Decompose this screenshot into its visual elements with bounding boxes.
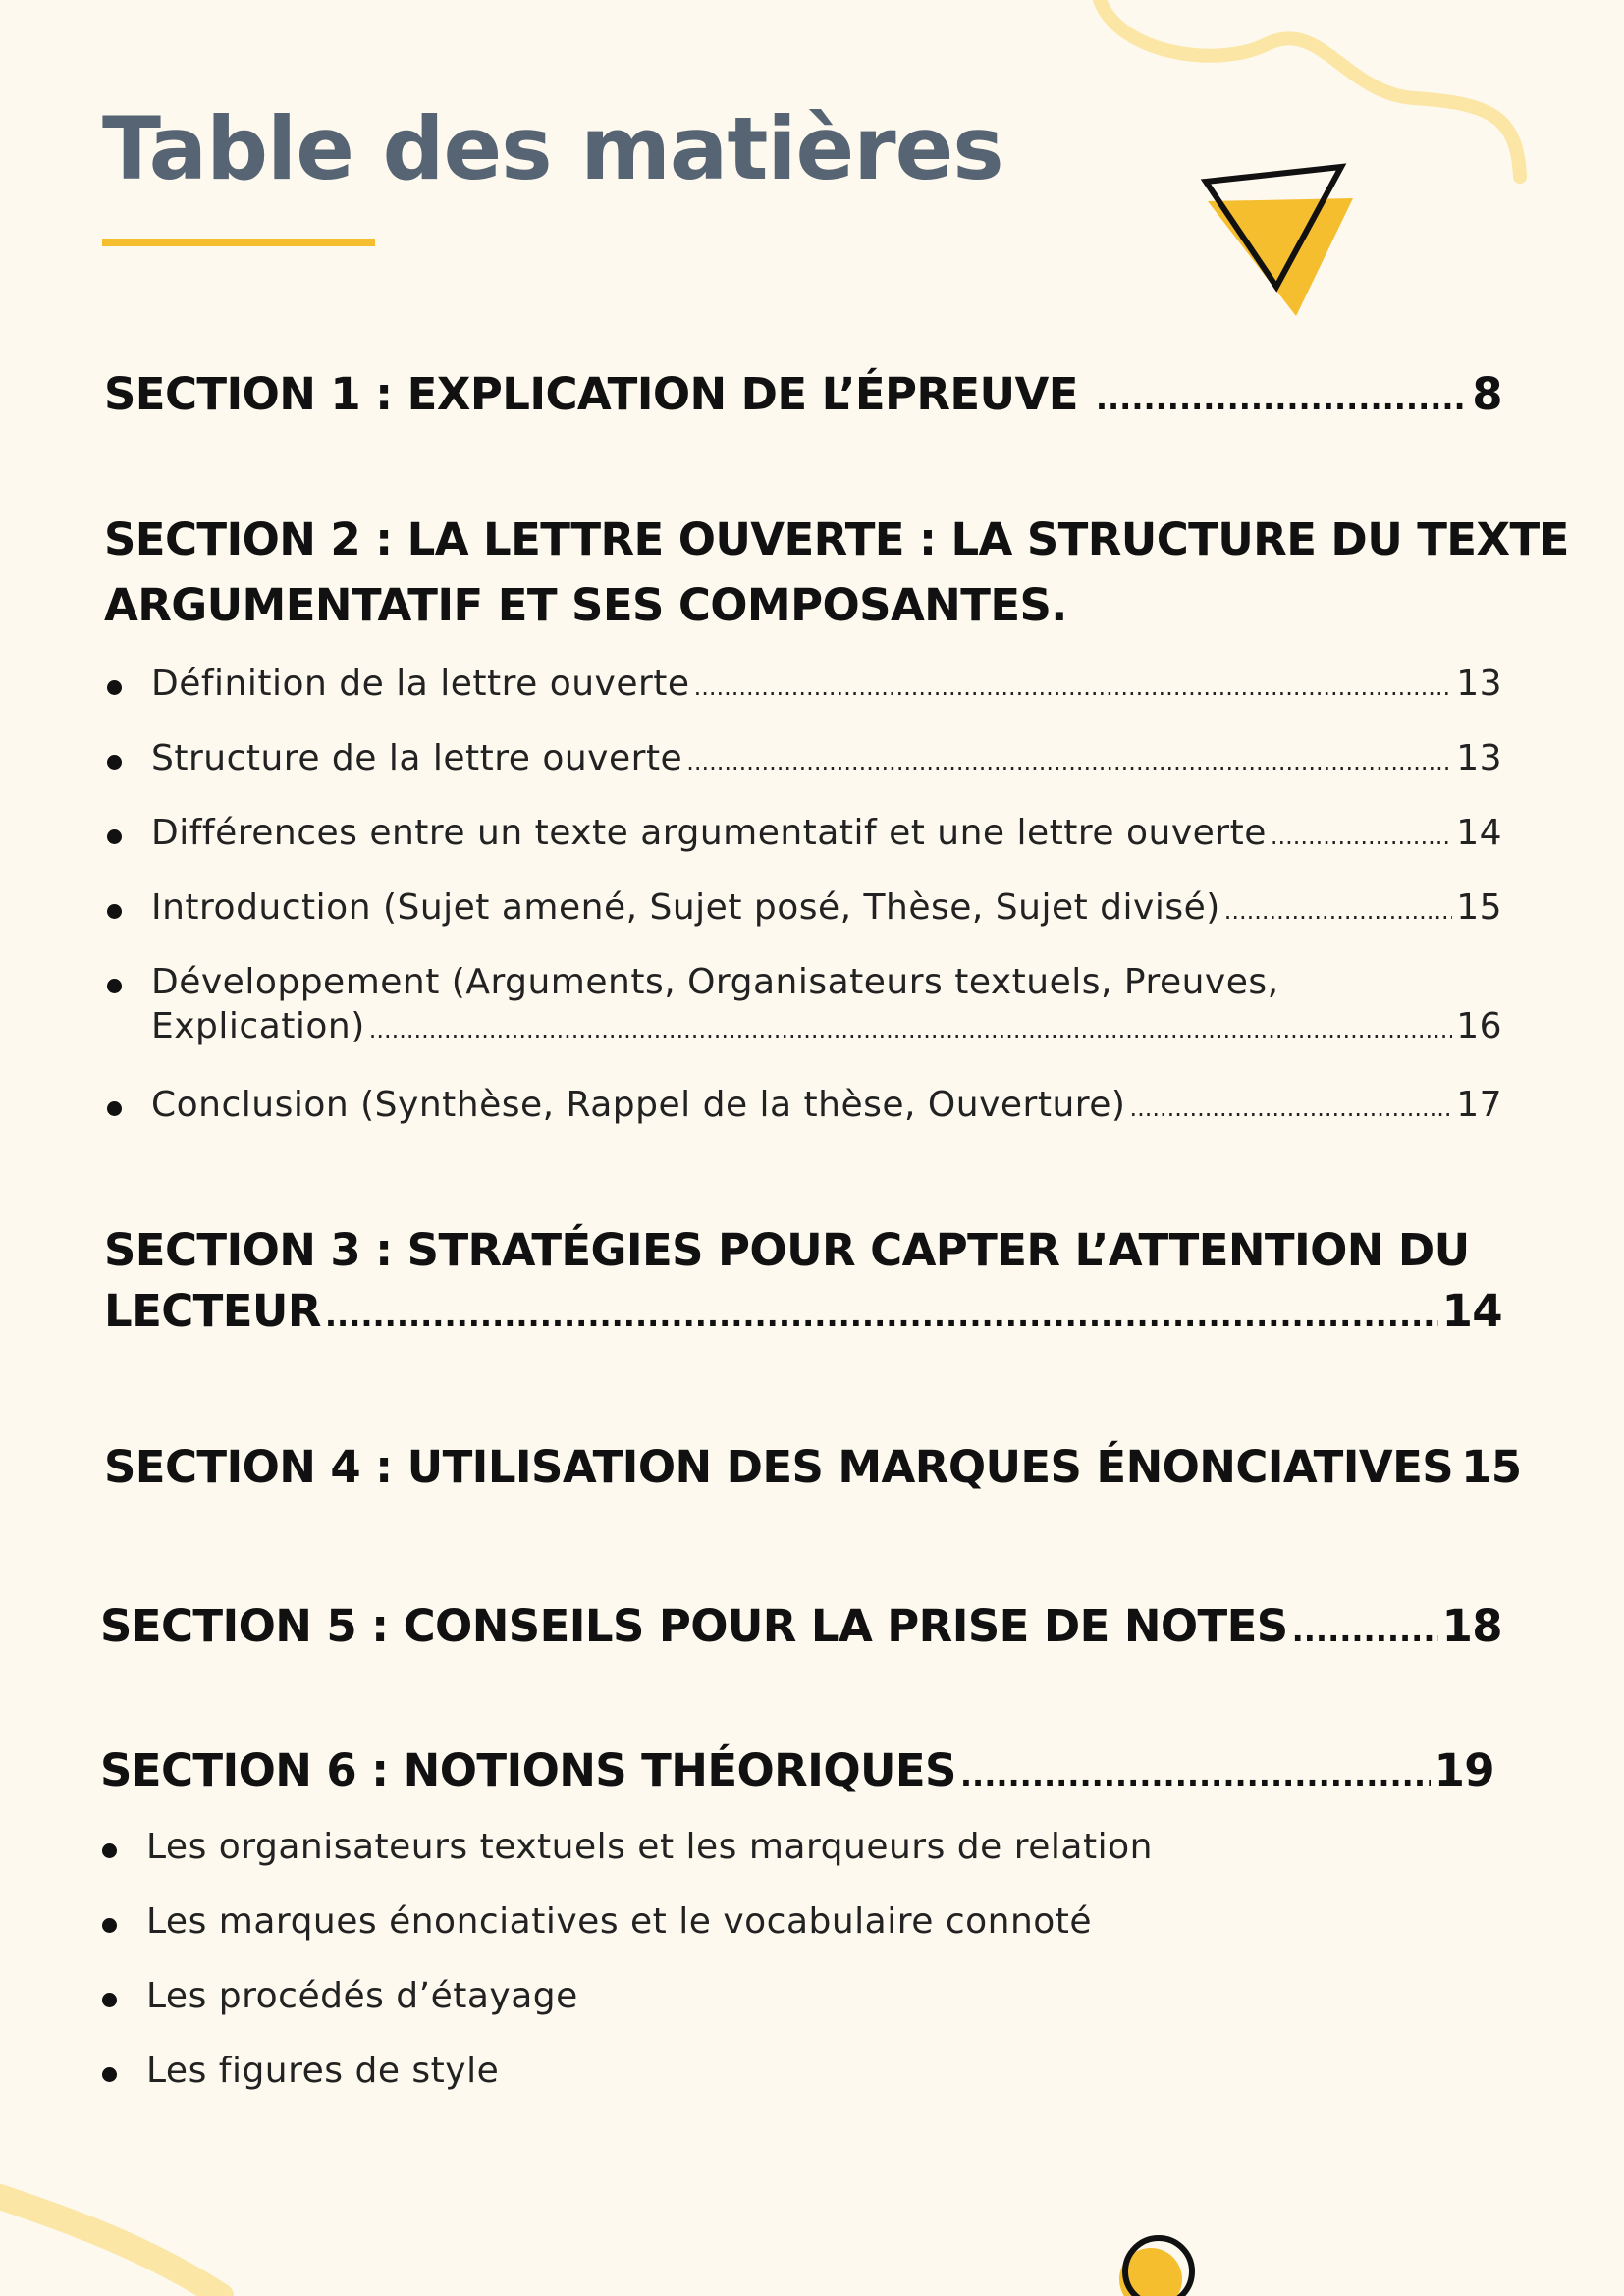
toc-page-number: 16 <box>1456 1006 1502 1046</box>
bullet-icon <box>102 1918 117 1933</box>
toc-item[interactable] <box>151 664 1502 704</box>
toc-page-number: 13 <box>1456 738 1502 778</box>
toc-section-1[interactable] <box>104 368 1502 420</box>
toc-section-4[interactable] <box>104 1441 1522 1493</box>
toc-sub-item[interactable]: Les organisateurs textuels et les marqueurs de relation <box>146 1827 1153 1867</box>
toc-item-label-line1[interactable]: Développement (Arguments, Organisateurs textuels, Preuves, <box>151 962 1279 1002</box>
leader-dots <box>1271 823 1452 850</box>
leader-dots <box>325 1297 1438 1334</box>
bullet-icon <box>107 904 122 919</box>
toc-section-5[interactable] <box>100 1600 1502 1652</box>
bullet-icon <box>107 1101 122 1116</box>
triangle-icon <box>1206 167 1353 316</box>
toc-sub-item[interactable]: Les figures de style <box>146 2051 500 2091</box>
page-title: Table des matières <box>102 98 1003 199</box>
bullet-icon <box>102 1993 117 2007</box>
toc-item[interactable] <box>151 813 1502 853</box>
toc-section-6[interactable] <box>100 1744 1494 1796</box>
leader-dots <box>1292 1612 1438 1649</box>
toc-page-number: 13 <box>1456 664 1502 704</box>
toc-item[interactable] <box>151 1085 1502 1125</box>
leader-dots <box>694 673 1453 701</box>
leader-dots <box>686 748 1452 775</box>
toc-section-label: LECTEUR <box>104 1285 321 1337</box>
toc-section-2-line1[interactable]: SECTION 2 : LA LETTRE OUVERTE : LA STRUCTURE DU TEXTE <box>104 513 1569 565</box>
toc-page-number: 8 <box>1472 368 1502 420</box>
bullet-icon <box>107 829 122 844</box>
toc-page-number: 15 <box>1456 887 1502 928</box>
toc-section-3-line1[interactable]: SECTION 3 : STRATÉGIES POUR CAPTER L’ATTENTION DU <box>104 1224 1470 1276</box>
toc-item[interactable] <box>151 887 1502 928</box>
toc-page-number: 15 <box>1461 1441 1522 1493</box>
bullet-icon <box>102 2067 117 2082</box>
toc-section-label: SECTION 5 : CONSEILS POUR LA PRISE DE NOTES <box>100 1600 1288 1652</box>
bullet-icon <box>107 755 122 770</box>
toc-page-number: 18 <box>1441 1600 1502 1652</box>
toc-item[interactable] <box>151 1006 1502 1046</box>
toc-item-label: Définition de la lettre ouverte <box>151 664 690 704</box>
toc-page-number: 14 <box>1456 813 1502 853</box>
toc-section-3[interactable] <box>104 1285 1502 1337</box>
bullet-icon <box>107 979 122 993</box>
bullet-icon <box>102 1843 117 1858</box>
leader-dots <box>1224 897 1452 925</box>
toc-sub-item[interactable]: Les marques énonciatives et le vocabulaire connoté <box>146 1901 1093 1942</box>
toc-section-label: SECTION 6 : NOTIONS THÉORIQUES <box>100 1744 956 1796</box>
bullet-icon <box>107 680 122 695</box>
toc-item-label: Différences entre un texte argumentatif et une lettre ouverte <box>151 813 1267 853</box>
leader-dots <box>369 1016 1452 1043</box>
toc-section-label: SECTION 4 : UTILISATION DES MARQUES ÉNONCIATIVES <box>104 1441 1454 1493</box>
toc-page-number: 14 <box>1441 1285 1502 1337</box>
toc-sub-item[interactable]: Les procédés d’étayage <box>146 1976 578 2016</box>
toc-item-label: Explication) <box>151 1006 365 1046</box>
toc-section-label: SECTION 1 : EXPLICATION DE L’ÉPREUVE <box>104 368 1078 420</box>
circle-icon <box>1119 2238 1192 2296</box>
toc-page-number: 19 <box>1434 1744 1494 1796</box>
toc-page-number: 17 <box>1456 1085 1502 1125</box>
toc-section-2-line2[interactable]: ARGUMENTATIF ET SES COMPOSANTES. <box>104 579 1067 631</box>
corner-arc <box>0 2197 221 2296</box>
toc-item-label: Structure de la lettre ouverte <box>151 738 683 778</box>
toc-item[interactable] <box>151 738 1502 778</box>
squiggle-line <box>1100 0 1520 177</box>
leader-dots <box>960 1756 1431 1793</box>
toc-item-label: Introduction (Sujet amené, Sujet posé, Thèse, Sujet divisé) <box>151 887 1220 928</box>
leader-dots <box>1129 1095 1452 1122</box>
leader-dots <box>1096 380 1468 417</box>
title-underline <box>102 239 375 246</box>
toc-item-label: Conclusion (Synthèse, Rappel de la thèse, Ouverture) <box>151 1085 1126 1125</box>
